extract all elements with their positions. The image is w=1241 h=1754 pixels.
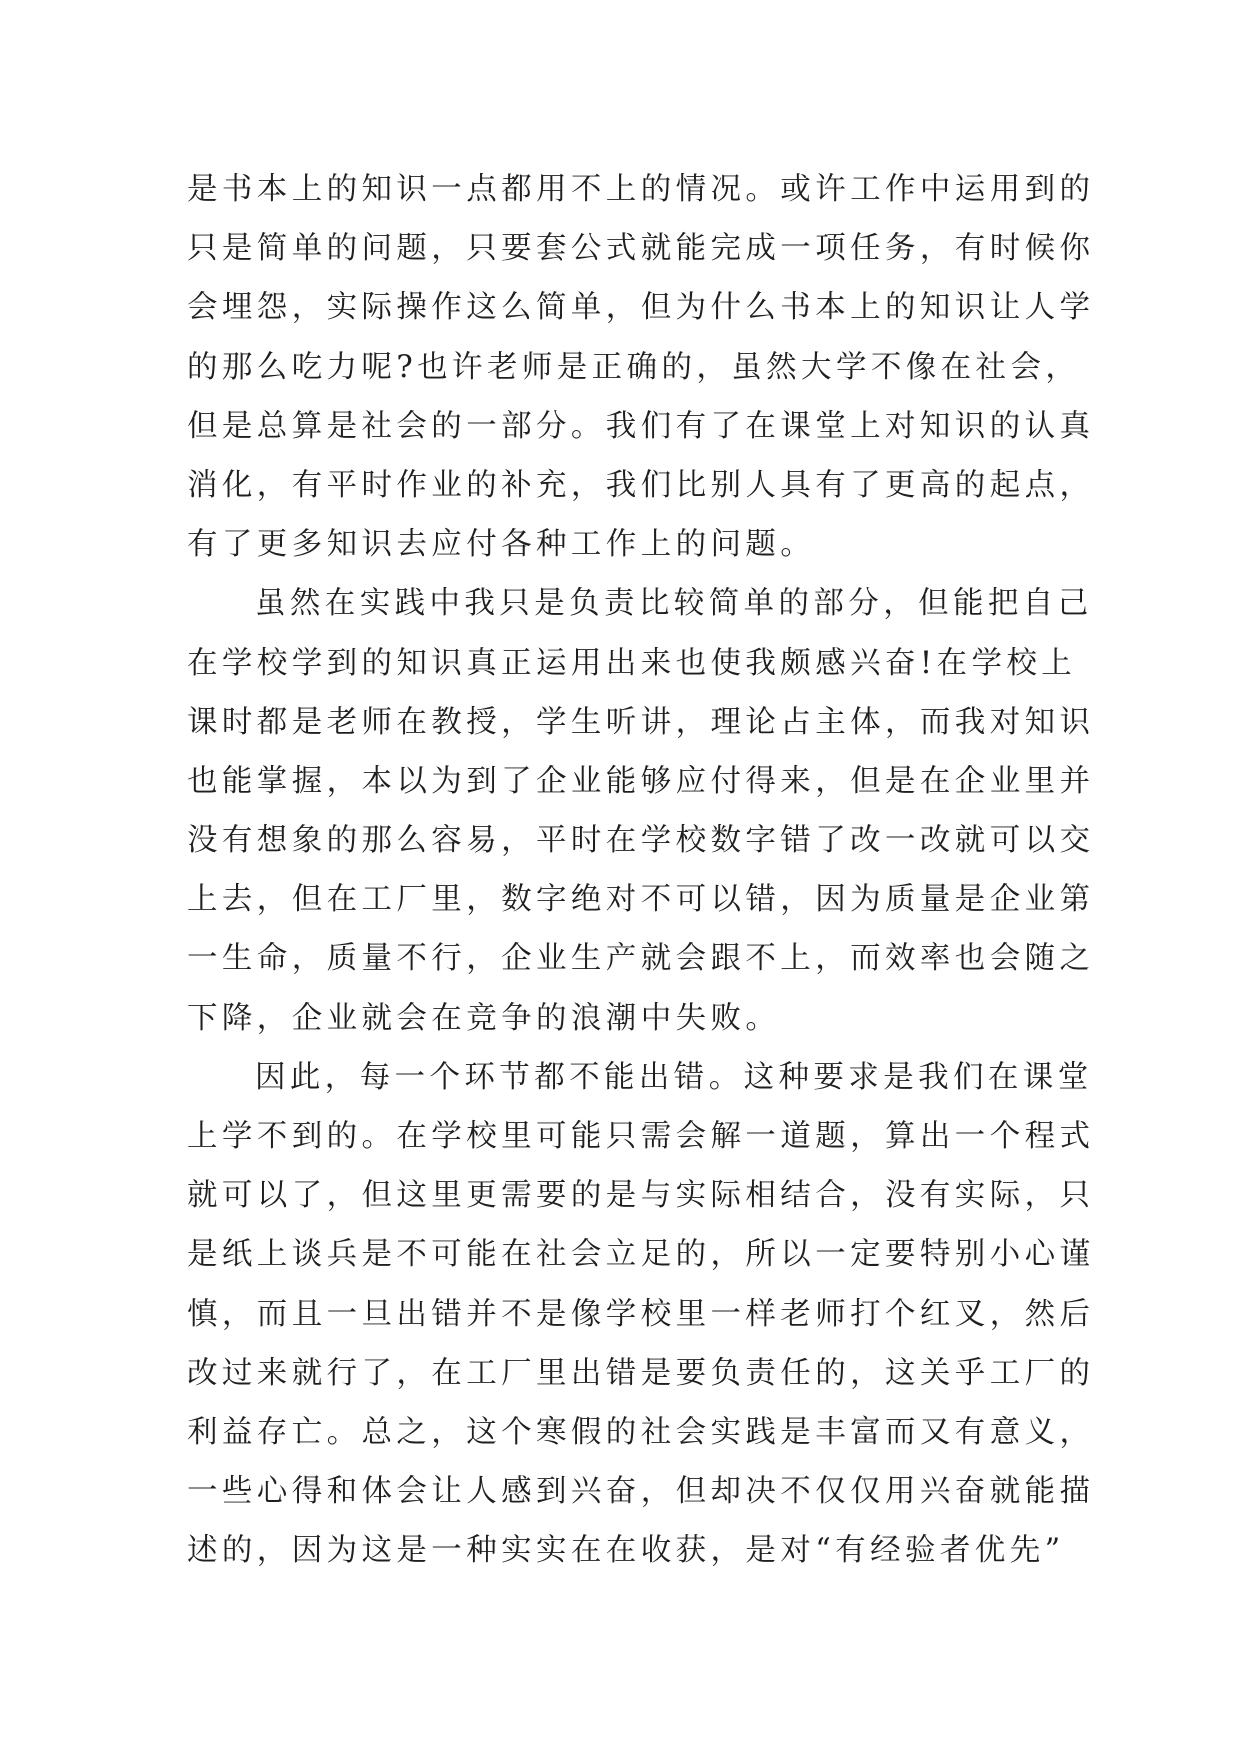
text-line: 消化，有平时作业的补充，我们比别人具有了更高的起点， bbox=[187, 467, 1095, 503]
body-text bbox=[187, 160, 1095, 1581]
text-line: 课时都是老师在教授，学生听讲，理论占主体，而我对知识 bbox=[187, 704, 1095, 740]
text-line: 一些心得和体会让人感到兴奋，但却决不仅仅用兴奋就能描 bbox=[187, 1474, 1095, 1510]
text-line: 也能掌握，本以为到了企业能够应付得来，但是在企业里并 bbox=[187, 763, 1095, 799]
text-line: 改过来就行了，在工厂里出错是要负责任的，这关乎工厂的 bbox=[187, 1355, 1095, 1391]
text-line: 没有想象的那么容易，平时在学校数字错了改一改就可以交 bbox=[187, 823, 1095, 859]
text-line: 是书本上的知识一点都用不上的情况。或许工作中运用到的 bbox=[187, 172, 1095, 207]
text-line: 上去，但在工厂里，数字绝对不可以错，因为质量是企业第 bbox=[187, 882, 1095, 918]
text-line: 就可以了，但这里更需要的是与实际相结合，没有实际，只 bbox=[187, 1178, 1095, 1214]
text-line: 慎，而且一旦出错并不是像学校里一样老师打个红叉，然后 bbox=[187, 1296, 1095, 1332]
text-line: 是纸上谈兵是不可能在社会立足的，所以一定要特别小心谨 bbox=[187, 1237, 1095, 1273]
text-line: 述的，因为这是一种实实在在收获，是对“有经验者优先” bbox=[187, 1533, 1065, 1569]
text-line: 在学校学到的知识真正运用出来也使我颇感兴奋!在学校上 bbox=[187, 645, 1077, 681]
text-line: 上学不到的。在学校里可能只需会解一道题，算出一个程式 bbox=[187, 1119, 1095, 1154]
text-line: 只是简单的问题，只要套公式就能完成一项任务，有时候你 bbox=[187, 231, 1095, 267]
paragraph-first-line: 因此，每一个环节都不能出错。这种要求是我们在课堂 bbox=[255, 1059, 1093, 1095]
text-line: 一生命，质量不行，企业生产就会跟不上，而效率也会随之 bbox=[187, 941, 1095, 977]
text-line: 的那么吃力呢?也许老师是正确的，虽然大学不像在社会， bbox=[187, 349, 1081, 385]
text-line: 下降，企业就会在竞争的浪潮中失败。 bbox=[187, 1000, 781, 1036]
paragraph-first-line: 虽然在实践中我只是负责比较简单的部分，但能把自己 bbox=[255, 586, 1093, 622]
text-line: 利益存亡。总之，这个寒假的社会实践是丰富而又有意义， bbox=[187, 1414, 1095, 1450]
text-line: 但是总算是社会的一部分。我们有了在课堂上对知识的认真 bbox=[187, 408, 1095, 444]
text-line: 会埋怨，实际操作这么简单，但为什么书本上的知识让人学 bbox=[187, 290, 1095, 326]
text-line: 有了更多知识去应付各种工作上的问题。 bbox=[187, 527, 816, 563]
